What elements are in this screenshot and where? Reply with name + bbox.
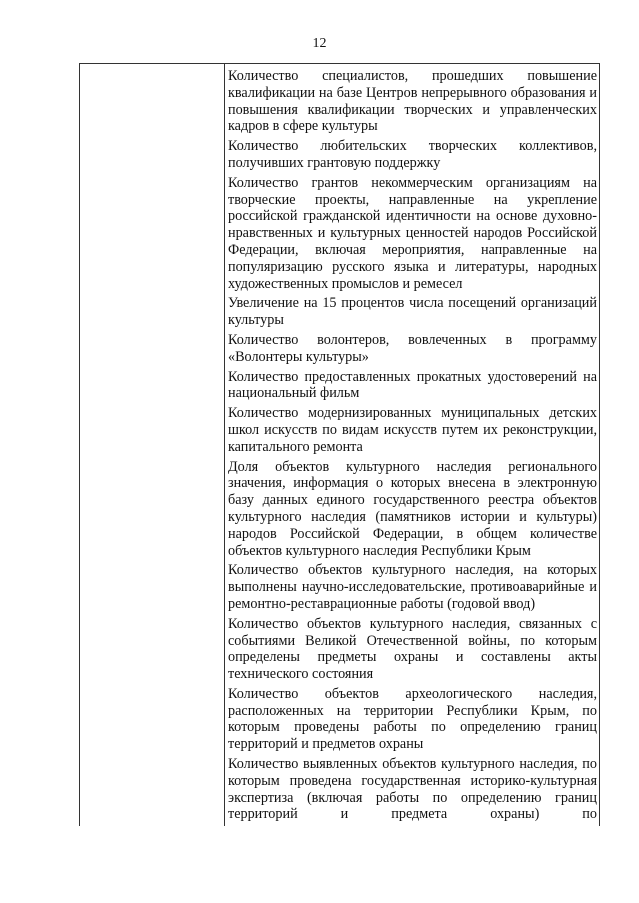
indicator-item: Количество волонтеров, вовлеченных в программу «Волонтеры культуры» bbox=[228, 331, 597, 365]
indicator-item: Количество предоставленных прокатных удостоверений на национальный фильм bbox=[228, 368, 597, 402]
indicator-item: Увеличение на 15 процентов числа посещений организаций культуры bbox=[228, 295, 597, 329]
page-number: 12 bbox=[312, 36, 327, 51]
indicator-item: Количество объектов культурного наследия, связанных с событиями Великой Отечественной войны, по которым определены предметы охраны и составлены акты технического состояния bbox=[228, 615, 597, 683]
indicator-item: Количество модернизированных муниципальных детских школ искусств по видам искусств путем их реконструкции, капитального ремонта bbox=[228, 405, 597, 455]
indicator-item: Количество грантов некоммерческим организациям на творческие проекты, направленные на укрепление российской гражданской идентичности на основе духовно-нравственных и культурных ценностей народов Российской Федерации, включая мероприятия, направленные на популяризацию русского языка и литературы, народных художественных промыслов и ремесел bbox=[228, 174, 597, 292]
indicator-item: Доля объектов культурного наследия регионального значения, информация о которых внесена в электронную базу данных единого государственного реестра объектов культурного наследия (памятников истории и культуры) народов Российской Федерации, в общем количестве объектов культурного наследия Республики Крым bbox=[228, 458, 597, 559]
indicator-item: Количество объектов археологического наследия, расположенных на территории Республики Крым, по которым проведены работы по определению границ территорий и предметов охраны bbox=[228, 685, 597, 753]
indicator-item: Количество объектов культурного наследия, на которых выполнены научно-исследовательские, противоаварийные и ремонтно-реставрационные работы (годовой ввод) bbox=[228, 562, 597, 612]
indicator-table bbox=[79, 63, 600, 826]
column-divider bbox=[224, 64, 225, 826]
indicator-item: Количество выявленных объектов культурного наследия, по которым проведена государственная историко-культурная экспертиза (включая работы по определению границ территорий и предмета охраны) по bbox=[228, 756, 597, 823]
indicator-item: Количество любительских творческих коллективов, получивших грантовую поддержку bbox=[228, 138, 597, 171]
indicator-cell bbox=[228, 68, 597, 826]
indicator-item: Количество специалистов, прошедших повышение квалификации на базе Центров непрерывного образования и повышения квалификации творческих и управленческих кадров в сфере культуры bbox=[228, 68, 597, 135]
